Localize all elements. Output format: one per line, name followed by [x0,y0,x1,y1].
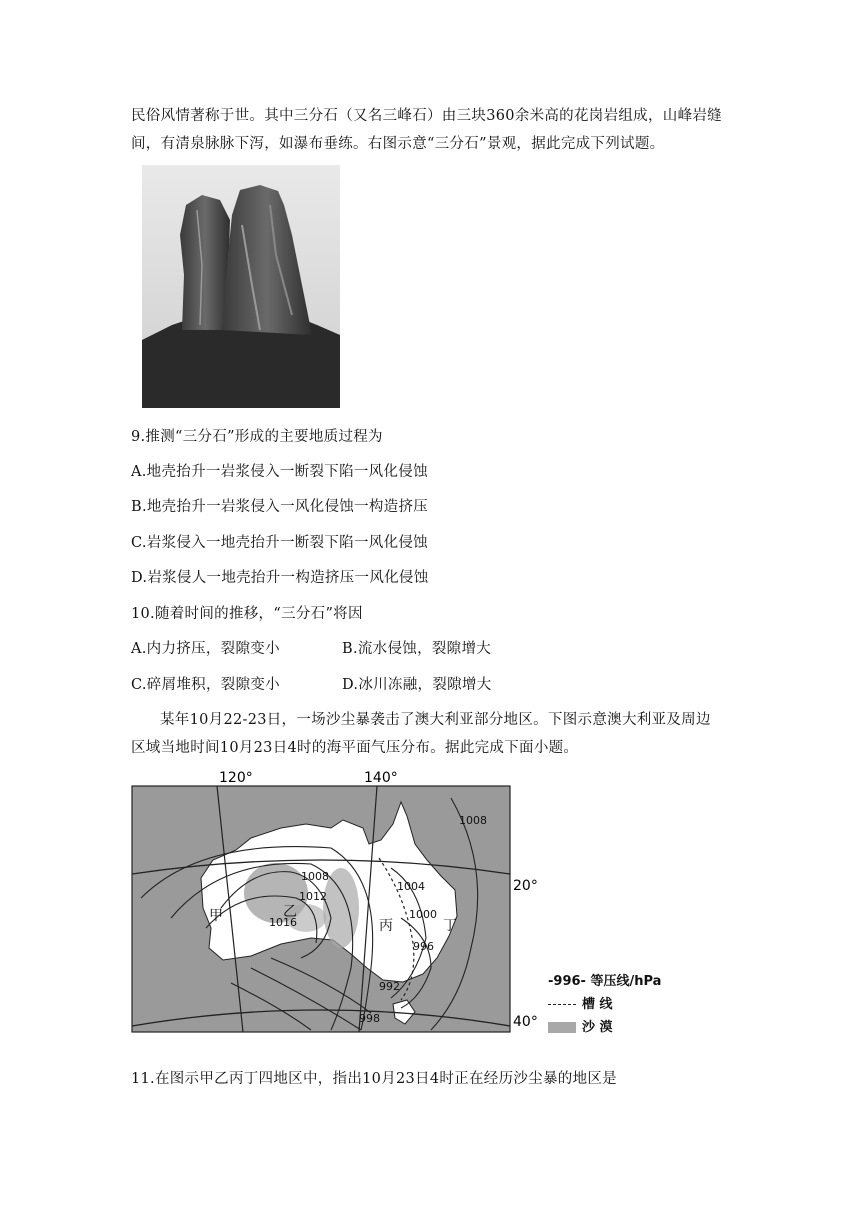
region-bing: 丙 [379,918,393,934]
q10-stem: 10.随着时间的推移，“三分石”将因 [131,606,363,622]
q9-option-a: A.地壳抬升一岩浆侵入一断裂下陷一风化侵蚀 [131,464,428,480]
passage2-line-2: 区域当地时间10月23日4时的海平面气压分布。据此完成下面小题。 [131,740,579,756]
legend-trough-swatch [548,1004,576,1005]
isobar-label: 998 [359,1012,380,1025]
isobar-label: 1012 [299,890,327,903]
legend-trough [548,993,613,1012]
q10-option-d: D.冰川冻融，裂隙增大 [342,677,492,693]
lon-label-140: 140° [364,770,398,786]
isobar-label: 1008 [301,870,329,883]
legend-isobar-label: 等压线/hPa [590,974,662,989]
legend-desert [548,1016,613,1035]
lat-label-20: 20° [513,878,538,894]
region-jia: 甲 [209,908,223,924]
isobar-label: 1000 [409,908,437,921]
q9-stem: 9.推测“三分石”形成的主要地质过程为 [131,429,383,445]
isobar-label: 992 [379,980,400,993]
q10-option-c: C.碎屑堆积，裂隙变小 [131,677,280,693]
lon-label-120: 120° [219,770,253,786]
isobar-label: 1016 [269,916,297,929]
q10-option-b: B.流水侵蚀，裂隙增大 [342,641,492,657]
q9-option-b: B.地壳抬升一岩浆侵入一风化侵蚀一构造挤压 [131,499,429,515]
sanfenshi-photo [142,165,340,408]
q11-stem: 11.在图示甲乙丙丁四地区中，指出10月23日4时正在经历沙尘暴的地区是 [131,1071,617,1087]
intro-line-2: 间，有清泉脉脉下泻，如瀑布垂练。右图示意“三分石”景观，据此完成下列试题。 [131,136,665,152]
q9-option-c: C.岩浆侵入一地壳抬升一断裂下陷一风化侵蚀 [131,535,428,551]
legend-isobar [548,970,661,989]
region-ding: 丁 [443,918,457,934]
q9-option-d: D.岩浆侵人一地壳抬升一构造挤压一风化侵蚀 [131,570,429,586]
isobar-label: 1008 [459,814,487,827]
isobar-label: 996 [413,940,434,953]
passage2-line-1: 某年10月22-23日，一场沙尘暴袭击了澳大利亚部分地区。下图示意澳大利亚及周边 [160,712,711,728]
intro-line-1: 民俗风情著称于世。其中三分石（又名三峰石）由三块360余米高的花岗岩组成，山峰岩缝 [131,108,722,124]
legend-isobar-sample: -996- [548,974,586,989]
lat-label-40: 40° [513,1014,538,1030]
isobar-label: 1004 [397,880,425,893]
legend-desert-label: 沙 漠 [582,1020,613,1035]
legend-desert-swatch [548,1022,576,1033]
q10-option-a: A.内力挤压，裂隙变小 [131,641,280,657]
region-yi: 乙 [283,904,297,920]
legend-trough-label: 槽 线 [582,997,613,1012]
